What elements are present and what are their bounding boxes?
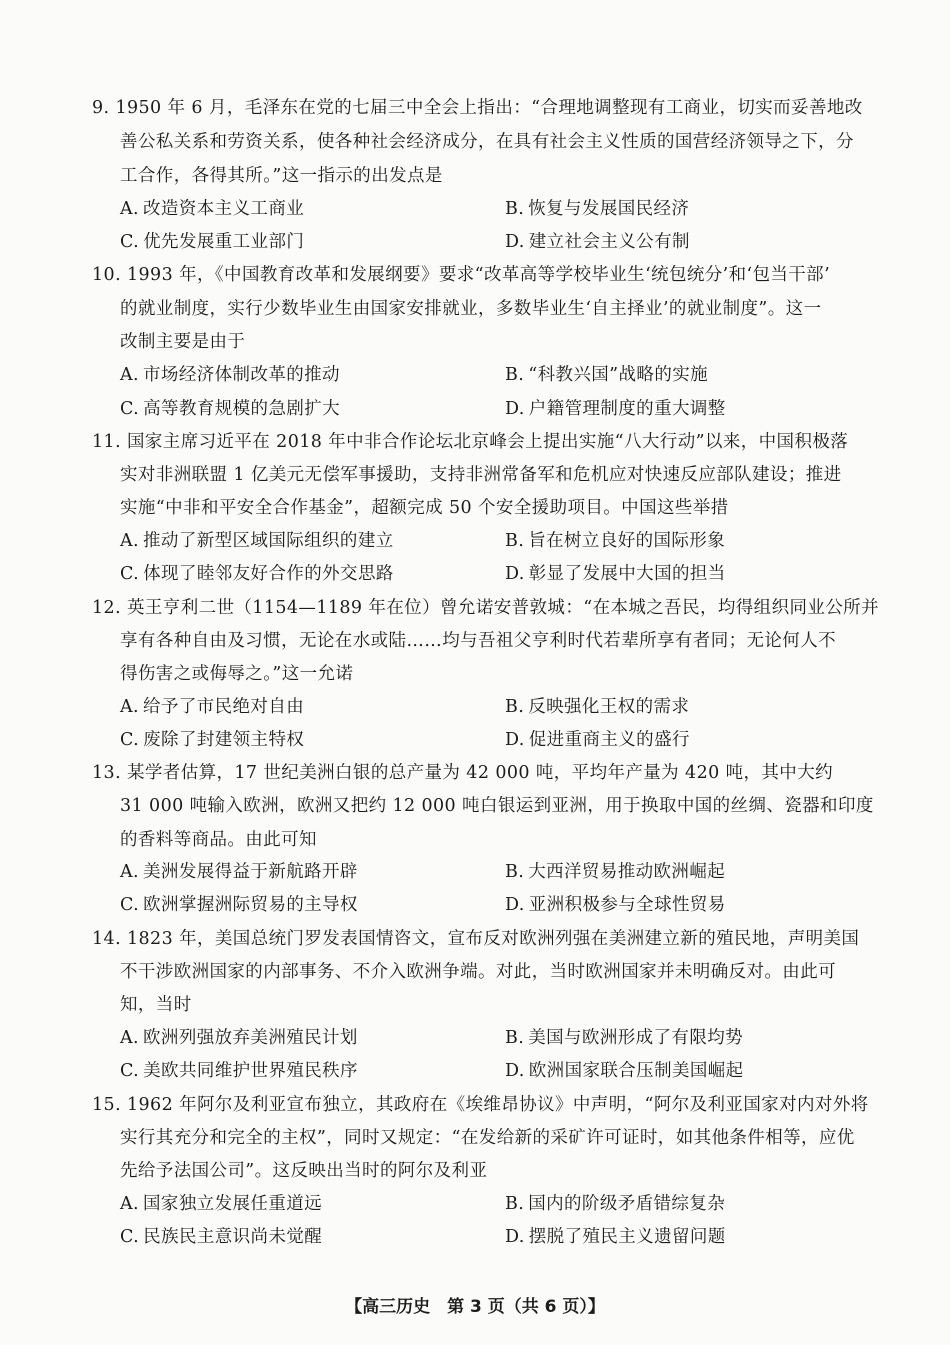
question-stem-line: 工合作，各得其所。”这一指示的出发点是 [120,166,443,186]
option-text: 恢复与发展国民经济 [528,199,690,219]
option-text: 给予了市民绝对自由 [143,697,305,717]
option-text: 改造资本主义工商业 [143,199,305,219]
option-letter: D. [505,1061,525,1081]
option-letter: B. [505,862,525,882]
option-letter: C. [120,1061,140,1081]
option-a [120,195,304,220]
option-letter: D. [505,730,525,750]
option-text: 体现了睦邻友好合作的外交思路 [143,564,394,584]
option-text: 大西洋贸易推动欧洲崛起 [528,862,726,882]
question-stem-line: 改制主要是由于 [120,332,246,352]
option-text: 市场经济体制改革的推动 [143,365,340,385]
question-stem-line: 14. 1823 年，美国总统门罗发表国情咨文，宣布反对欧洲列强在美洲建立新的殖民地，声明美国 [92,929,860,949]
option-a [120,527,394,552]
option-text: 美欧共同维护世界殖民秩序 [143,1061,358,1081]
option-b [505,858,725,883]
question-stem-line: 知，当时 [120,995,192,1015]
question-stem-line: 享有各种自由及习惯，无论在水或陆……均与吾祖父亨利时代若辈所享有者同；无论何人不 [120,631,836,651]
option-letter: C. [120,564,140,584]
option-letter: C. [120,399,140,419]
option-letter: C. [120,1227,140,1247]
question-stem-line: 11. 国家主席习近平在 2018 年中非合作论坛北京峰会上提出实施“八大行动”以来，中国积极落 [92,432,849,452]
option-letter: B. [505,365,525,385]
option-text: 国家独立发展任重道远 [143,1194,323,1214]
option-text: 亚洲积极参与全球性贸易 [528,895,726,915]
option-letter: C. [120,232,140,252]
option-c [120,228,304,253]
option-letter: D. [505,895,525,915]
option-d [505,1057,744,1082]
question-stem-line: 13. 某学者估算，17 世纪美洲白银的总产量为 42 000 吨，平均年产量为 420 吨，其中大约 [92,763,834,783]
question-stem-line: 9. 1950 年 6 月，毛泽东在党的七届三中全会上指出：“合理地调整现有工商业，切实而妥善地改 [92,98,863,118]
question-stem-line: 得伤害之或侮辱之。”这一允诺 [120,664,354,684]
option-letter: C. [120,895,140,915]
option-letter: C. [120,730,140,750]
question-stem-line: 12. 英王亨利二世（1154—1189 年在位）曾允诺安普敦城：“在本城之吾民，均得组织同业公所并 [92,598,879,618]
option-letter: A. [120,697,140,717]
option-text: 废除了封建领主特权 [143,730,305,750]
option-text: 建立社会主义公有制 [528,232,690,252]
option-a [120,1024,358,1049]
option-text: 优先发展重工业部门 [143,232,305,252]
option-b [505,361,708,386]
question-stem-line: 31 000 吨输入欧洲，欧洲又把约 12 000 吨白银运到亚洲，用于换取中国的丝绸、瓷器和印度 [120,796,874,816]
option-letter: D. [505,399,525,419]
option-b [505,1190,725,1215]
option-c [120,1223,322,1248]
question-stem-line: 15. 1962 年阿尔及利亚宣布独立，其政府在《埃维昂协议》中声明，“阿尔及利亚国家对内对外将 [92,1095,869,1115]
option-text: 美洲发展得益于新航路开辟 [143,862,358,882]
option-letter: A. [120,1028,140,1048]
option-c [120,1057,358,1082]
option-letter: A. [120,862,140,882]
option-a [120,361,340,386]
option-letter: D. [505,232,525,252]
option-letter: A. [120,531,140,551]
option-b [505,1024,743,1049]
option-c [120,560,394,585]
option-letter: B. [505,1028,525,1048]
question-stem-line: 的香料等商品。由此可知 [120,830,317,850]
question-stem-line: 的就业制度，实行少数毕业生由国家安排就业，多数毕业生‘自主择业’的就业制度”。这一 [120,299,822,319]
option-letter: B. [505,697,525,717]
option-text: 民族民主意识尚未觉醒 [143,1227,323,1247]
option-c [120,726,304,751]
option-letter: A. [120,365,140,385]
question-stem-line: 不干涉欧洲国家的内部事务、不介入欧洲争端。对此，当时欧洲国家并未明确反对。由此可 [120,962,836,982]
option-text: 户籍管理制度的重大调整 [528,399,726,419]
question-stem-line: 实施“中非和平安全合作基金”，超额完成 50 个安全援助项目。中国这些举措 [120,498,729,518]
option-text: 高等教育规模的急剧扩大 [143,399,341,419]
option-c [120,891,358,916]
page-footer: 【高三历史 第 3 页（共 6 页）】 [345,1297,605,1317]
option-a [120,1190,322,1215]
option-c [120,395,340,420]
question-stem-line: 善公私关系和劳资关系，使各种社会经济成分，在具有社会主义性质的国营经济领导之下，分 [120,132,854,152]
option-text: 美国与欧洲形成了有限均势 [528,1028,744,1048]
option-d [505,1223,726,1248]
option-text: 彰显了发展中大国的担当 [528,564,726,584]
option-text: 旨在树立良好的国际形象 [528,531,726,551]
option-text: 推动了新型区域国际组织的建立 [143,531,394,551]
option-d [505,395,726,420]
option-letter: A. [120,199,140,219]
option-letter: B. [505,1194,525,1214]
option-d [505,560,726,585]
option-b [505,527,725,552]
option-letter: D. [505,564,525,584]
option-letter: B. [505,531,525,551]
option-text: 欧洲列强放弃美洲殖民计划 [143,1028,358,1048]
option-text: 摆脱了殖民主义遗留问题 [528,1227,726,1247]
option-text: “科教兴国”战略的实施 [528,365,709,385]
option-text: 促进重商主义的盛行 [528,730,690,750]
option-a [120,858,358,883]
option-d [505,228,690,253]
option-d [505,891,726,916]
question-stem-line: 10. 1993 年，《中国教育改革和发展纲要》要求“改革高等学校毕业生‘统包统分’和‘包当干部’ [92,265,831,285]
question-stem-line: 实对非洲联盟 1 亿美元无偿军事援助，支持非洲常备军和危机应对快速反应部队建设；推进 [120,465,842,485]
option-text: 国内的阶级矛盾错综复杂 [528,1194,726,1214]
option-b [505,693,689,718]
option-text: 欧洲掌握洲际贸易的主导权 [143,895,358,915]
option-letter: A. [120,1194,140,1214]
option-text: 反映强化王权的需求 [528,697,690,717]
question-stem-line: 先给予法国公司”。这反映出当时的阿尔及利亚 [120,1161,488,1181]
option-a [120,693,304,718]
option-d [505,726,690,751]
option-text: 欧洲国家联合压制美国崛起 [528,1061,744,1081]
option-letter: B. [505,199,525,219]
option-letter: D. [505,1227,525,1247]
option-b [505,195,689,220]
question-stem-line: 实行其充分和完全的主权”，同时又规定：“在发给新的采矿许可证时，如其他条件相等，应优 [120,1128,855,1148]
